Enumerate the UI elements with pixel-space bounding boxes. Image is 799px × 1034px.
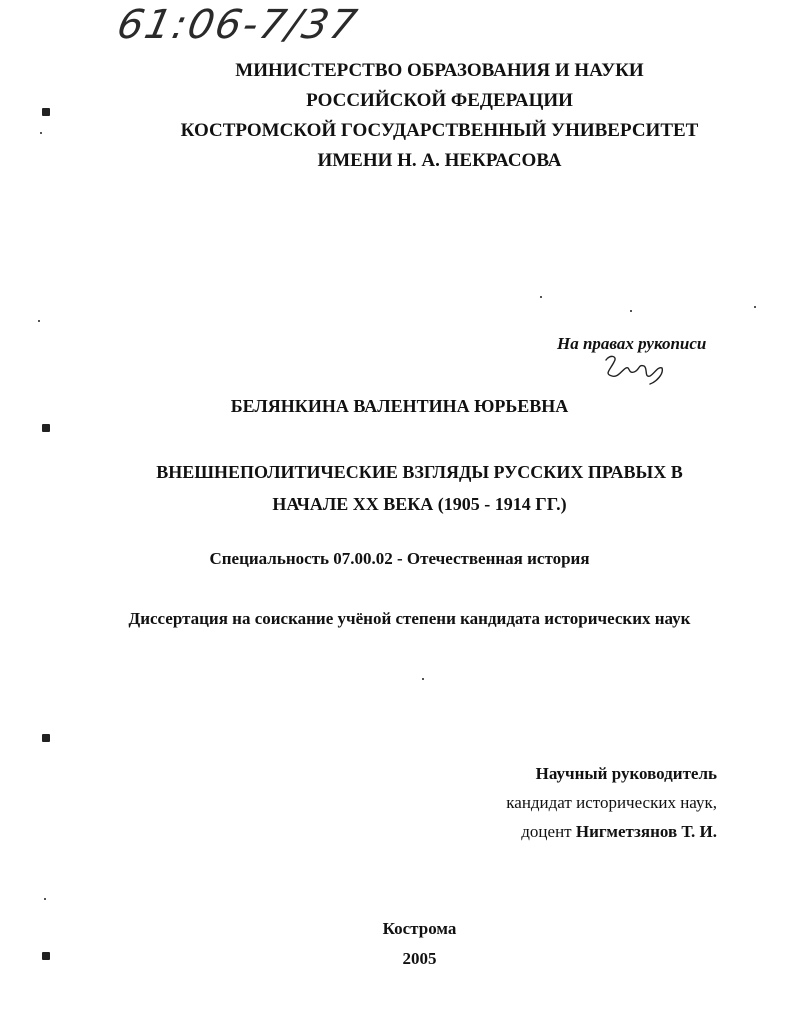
binding-mark — [42, 108, 50, 116]
title-line-2: НАЧАЛЕ XX ВЕКА (1905 - 1914 ГГ.) — [272, 494, 567, 514]
dissertation-title — [0, 456, 799, 520]
institution-header — [0, 56, 799, 176]
supervisor-degree: кандидат исторических наук, — [506, 793, 717, 812]
city: Кострома — [382, 919, 457, 938]
supervisor-heading: Научный руководитель — [535, 764, 717, 783]
binding-mark — [42, 952, 50, 960]
header-line-named-after: ИМЕНИ Н. А. НЕКРАСОВА — [317, 150, 562, 171]
scan-speck — [422, 678, 424, 680]
supervisor-position: доцент — [521, 822, 572, 841]
header-line-federation: РОССИЙСКОЙ ФЕДЕРАЦИИ — [306, 90, 573, 111]
author-name: БЕЛЯНКИНА ВАЛЕНТИНА ЮРЬЕВНА — [230, 396, 569, 416]
binding-mark — [42, 734, 50, 742]
header-line-ministry: МИНИСТЕРСТВО ОБРАЗОВАНИЯ И НАУКИ — [235, 60, 644, 81]
specialty: Специальность 07.00.02 - Отечественная история — [209, 549, 590, 568]
scan-speck — [38, 320, 40, 322]
scan-speck — [40, 132, 42, 134]
dissertation-degree: Диссертация на соискание учёной степени кандидата исторических наук — [128, 609, 691, 628]
signature-icon — [600, 352, 670, 388]
supervisor-block — [506, 759, 717, 846]
scan-speck — [630, 310, 632, 312]
scan-speck — [754, 306, 756, 308]
supervisor-name: Нигметзянов Т. И. — [575, 822, 717, 841]
header-line-university: КОСТРОМСКОЙ ГОСУДАРСТВЕННЫЙ УНИВЕРСИТЕТ — [180, 120, 699, 141]
scan-speck — [44, 898, 46, 900]
year: 2005 — [402, 949, 437, 968]
title-line-1: ВНЕШНЕПОЛИТИЧЕСКИЕ ВЗГЛЯДЫ РУССКИХ ПРАВЫХ В — [156, 462, 683, 482]
archive-number: 61:06-7/37 — [113, 2, 363, 48]
supervisor-line — [506, 817, 717, 846]
manuscript-note: На правах рукописи — [557, 334, 707, 353]
footer — [0, 914, 799, 974]
scan-speck — [540, 296, 542, 298]
binding-mark — [42, 424, 50, 432]
